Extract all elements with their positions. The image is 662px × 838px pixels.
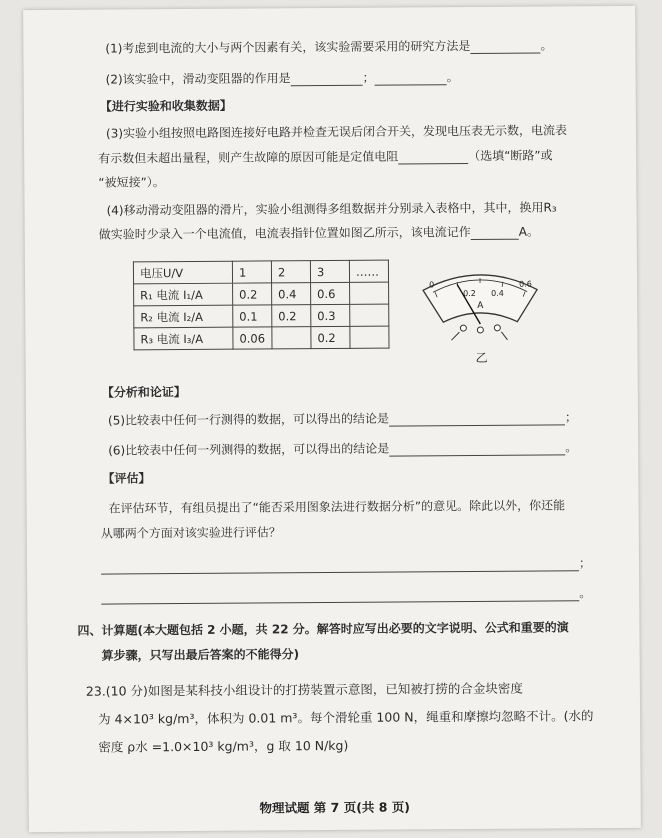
ammeter-tick-label: 0 [429, 280, 435, 290]
table-cell [350, 304, 389, 326]
page-footer: 物理试题 第 7 页(共 8 页) [259, 799, 411, 816]
ammeter-tick-label: 0.4 [491, 288, 504, 298]
data-table [133, 260, 390, 351]
terminal-small [477, 327, 483, 333]
question-3-line-2: 有示数但未超出量程，则产生故障的原因可能是定值电阻 （选填“断路”或 [98, 148, 553, 166]
section-4-title: 四、计算题(本大题包括 2 小题，共 22 分。解答时应写出必要的文字说明、公式和重要的演 [77, 620, 569, 638]
answer-blank[interactable] [398, 151, 468, 164]
question-5: (5)比较表中任何一行测得的数据，可以得出的结论是 ； [107, 410, 578, 428]
heading-analysis: 【分析和论证】 [101, 385, 186, 400]
answer-blank[interactable] [471, 227, 519, 240]
table-cell: R₃ 电流 I₃/A [134, 327, 233, 350]
exam-page [23, 6, 641, 832]
ammeter-diagram [415, 262, 546, 368]
table-cell: 0.4 [272, 283, 311, 305]
table-cell [350, 282, 389, 304]
ammeter-tick-label: 0.2 [463, 288, 476, 299]
table-header-cell: 1 [232, 261, 271, 283]
question-4-line-1: (4)移动滑动变阻器的滑片，实验小组测得多组数据并分别录入表格中，其中，换用R₃ [106, 200, 557, 218]
table-cell: 0.6 [311, 282, 350, 304]
table-cell-empty[interactable] [272, 327, 311, 349]
table-header-row [133, 260, 388, 284]
table-cell: R₁ 电流 I₁/A [134, 283, 233, 306]
question-6: (6)比较表中任何一列测得的数据，可以得出的结论是 。 [108, 440, 578, 458]
ammeter-unit: A [477, 300, 484, 311]
question-23-line-2: 为 4×10³ kg/m³，体积为 0.01 m³。每个滑轮重 100 N，绳重和摩擦均忽略不计。(水的 [98, 708, 594, 727]
table-row [134, 282, 389, 306]
table-header-cell: 电压U/V [133, 261, 232, 284]
heading-evaluation: 【评估】 [102, 471, 151, 486]
table-cell: 0.2 [233, 283, 272, 305]
answer-line[interactable] [101, 558, 579, 574]
table-cell: 0.06 [233, 327, 272, 349]
question-23-line-1: 23.(10 分)如图是某科技小组设计的打捞装置示意图，已知被打捞的合金块密度 [85, 680, 523, 699]
evaluation-answer-1: ； [101, 554, 591, 574]
table-cell: 0.3 [311, 304, 350, 326]
table-header-cell: …… [349, 260, 388, 282]
question-23-line-3: 密度 ρ水 =1.0×10³ kg/m³，g 取 10 N/kg) [98, 737, 349, 755]
table-cell: R₂ 电流 I₂/A [134, 305, 233, 328]
answer-line[interactable] [101, 588, 579, 604]
question-4-line-2: 做实验时少录入一个电流值，电流表指针位置如图乙所示，该电流记作 A。 [98, 224, 539, 242]
ammeter-tick-label: 0.6 [519, 279, 532, 289]
heading-collect-data: 【进行实验和收集数据】 [99, 98, 232, 114]
question-3-line-1: (3)实验小组按照电路图连接好电路并检查无误后闭合开关，发现电压表无示数，电流表 [105, 123, 568, 141]
question-3-line-3: “被短接”）。 [98, 175, 165, 190]
table-header-cell: 3 [310, 260, 349, 282]
question-1: (1)考虑到电流的大小与两个因素有关，该实验需要采用的研究方法是 。 [105, 38, 553, 56]
answer-blank[interactable] [389, 412, 565, 426]
evaluation-answer-2: 。 [101, 584, 591, 604]
answer-blank[interactable] [470, 41, 540, 54]
evaluation-line-1: 在评估环节，有组员提出了“能否采用图象法进行数据分析”的意见。除此以外，你还能 [108, 498, 566, 516]
terminal-minus [460, 325, 466, 331]
table-cell: 0.2 [272, 305, 311, 327]
question-2: (2)该实验中，滑动变阻器的作用是 ； 。 [105, 70, 459, 87]
table-cell [350, 326, 389, 348]
answer-blank[interactable] [389, 442, 565, 456]
terminal-large [494, 325, 500, 331]
evaluation-line-2: 从哪两个方面对该实验进行评估？ [100, 525, 281, 541]
answer-blank[interactable] [291, 73, 363, 87]
table-header-cell: 2 [271, 261, 310, 283]
answer-blank[interactable] [375, 72, 447, 86]
figure-caption: 乙 [475, 350, 488, 365]
section-4-subtitle: 算步骤，只写出最后答案的不能得分) [101, 647, 300, 663]
table-row [134, 304, 389, 328]
table-row [134, 326, 389, 350]
table-cell: 0.2 [311, 326, 350, 348]
table-cell: 0.1 [233, 305, 272, 327]
